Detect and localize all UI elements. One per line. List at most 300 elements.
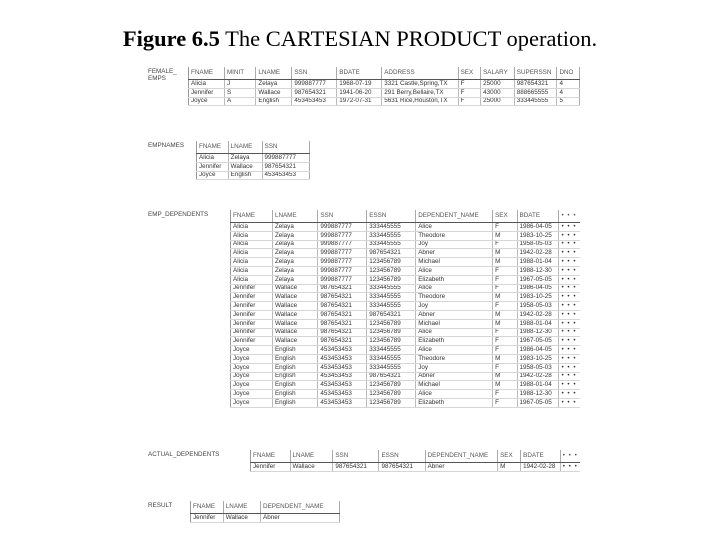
cell-lname: Wallace [272,328,317,337]
cell-essn: 123456789 [367,328,416,337]
cell-ssn: 987654321 [318,284,367,293]
cell-essn: 987654321 [367,310,416,319]
column-header-dependent-name: DEPENDENT_NAME [425,450,497,463]
cell-lname: Wallace [290,463,333,472]
cell-essn: 333445555 [367,363,416,372]
cell-lname: Zelaya [228,154,262,163]
cell-more: • • • [559,231,580,240]
column-header-bdate: BDATE [521,450,561,463]
cell-bdate: 1967-05-05 [517,337,559,346]
cell-ssn: 987654321 [318,319,367,328]
cell-ssn: 987654321 [318,293,367,302]
cell-dependent-name: Abner [261,514,340,523]
cell-fname: Joyce [231,372,273,381]
cell-ssn: 999887777 [318,275,367,284]
cell-fname: Alicia [231,275,273,284]
cell-lname: English [272,372,317,381]
column-header-fname: FNAME [189,67,225,80]
cell-bdate: 1988-12-30 [517,390,559,399]
cell-more: • • • [559,363,580,372]
cell-lname: Wallace [272,293,317,302]
cell-bdate: 1983-10-25 [517,231,559,240]
header-row [189,67,580,80]
cell-ssn: 987654321 [318,328,367,337]
column-header-sex: SEX [458,67,480,80]
cell-lname: Zelaya [272,223,317,232]
cell-fname: Jennifer [191,514,224,523]
cell-more: • • • [559,328,580,337]
column-header-address: ADDRESS [382,67,458,80]
table-row [231,231,581,240]
column-header-more: • • • [559,210,580,223]
cell-essn: 987654321 [367,372,416,381]
cell-ssn: 999887777 [318,266,367,275]
column-header-salary: SALARY [481,67,515,80]
cell-fname: Joyce [231,363,273,372]
cell-sex: F [493,302,517,311]
cell-lname: Wallace [272,302,317,311]
cell-dno: 5 [557,97,580,106]
cell-sex: M [498,463,521,472]
column-header-superssn: SUPERSSN [514,67,557,80]
cell-lname: Zelaya [272,266,317,275]
cell-dependent-name: Theodore [416,354,493,363]
column-header-minit: MINIT [224,67,255,80]
cell-lname: Wallace [256,88,292,97]
cell-dependent-name: Theodore [416,231,493,240]
cell-bdate: 1988-01-04 [517,381,559,390]
cell-fname: Alicia [231,223,273,232]
cell-lname: Wallace [223,514,260,523]
cell-superssn: 987654321 [514,80,557,89]
relation-label: EMP_DEPENDENTS [148,211,209,218]
cell-ssn: 453453453 [318,372,367,381]
cell-essn: 333445555 [367,240,416,249]
cell-fname: Jennifer [197,162,229,171]
cell-more: • • • [559,390,580,399]
cell-dno: 4 [557,88,580,97]
cell-dependent-name: Alice [416,284,493,293]
cell-more: • • • [559,302,580,311]
cell-lname: English [256,97,292,106]
cell-bdate: 1988-01-04 [517,258,559,267]
cell-ssn: 987654321 [318,337,367,346]
column-header-bdate: BDATE [517,210,559,223]
cell-essn: 123456789 [367,266,416,275]
cell-bdate: 1986-04-05 [517,223,559,232]
table-row [191,514,340,523]
cell-lname: English [272,354,317,363]
header-row [251,450,581,463]
column-header-fname: FNAME [191,501,224,514]
cell-sex: F [493,240,517,249]
cell-essn: 333445555 [367,223,416,232]
cell-more: • • • [559,337,580,346]
cell-bdate: 1958-05-03 [517,363,559,372]
cell-sex: M [493,249,517,258]
column-header-lname: LNAME [272,210,317,223]
table-row [197,171,310,180]
cell-ssn: 999887777 [318,258,367,267]
table-row [231,249,581,258]
cell-salary: 25000 [481,80,515,89]
table-row [231,337,581,346]
cell-bdate: 1972-07-31 [337,97,382,106]
cell-fname: Jennifer [231,284,273,293]
cell-essn: 123456789 [367,319,416,328]
cell-dependent-name: Abner [416,372,493,381]
cell-bdate: 1958-05-03 [517,302,559,311]
relation-label: FEMALE_ EMPS [148,68,177,82]
cell-dependent-name: Michael [416,319,493,328]
cell-fname: Alicia [231,258,273,267]
relation-table [188,67,580,106]
cell-bdate: 1983-10-25 [517,293,559,302]
cell-essn: 123456789 [367,390,416,399]
column-header-fname: FNAME [231,210,273,223]
cell-bdate: 1983-10-25 [517,354,559,363]
cell-ssn: 987654321 [318,310,367,319]
table-row [231,372,581,381]
cell-lname: English [272,398,317,407]
column-header-essn: ESSN [367,210,416,223]
cell-more: • • • [559,223,580,232]
cell-superssn: 888665555 [514,88,557,97]
table-row [231,390,581,399]
cell-bdate: 1988-12-30 [517,266,559,275]
cell-essn: 123456789 [367,275,416,284]
cell-dependent-name: Alice [416,328,493,337]
cell-sex: M [493,310,517,319]
cell-more: • • • [559,319,580,328]
cell-ssn: 453453453 [262,171,309,180]
cell-dependent-name: Elizabeth [416,337,493,346]
cell-bdate: 1941-06-20 [337,88,382,97]
cell-more: • • • [559,381,580,390]
cell-fname: Alicia [197,154,229,163]
table-row [189,80,580,89]
cell-dependent-name: Joy [416,240,493,249]
cell-sex: M [493,381,517,390]
relation-result [148,501,340,527]
column-header-ssn: SSN [318,210,367,223]
cell-ssn: 999887777 [262,154,309,163]
cell-sex: F [493,266,517,275]
cell-fname: Alicia [231,231,273,240]
table-row [231,258,581,267]
cell-sex: F [493,346,517,355]
column-header-dependent-name: DEPENDENT_NAME [416,210,493,223]
cell-lname: Wallace [272,337,317,346]
cell-essn: 333445555 [367,346,416,355]
cell-essn: 123456789 [367,381,416,390]
relation-empnames [148,141,310,181]
cell-lname: Zelaya [272,275,317,284]
cell-dependent-name: Theodore [416,293,493,302]
cell-fname: Joyce [231,346,273,355]
cell-dependent-name: Abner [416,249,493,258]
cell-lname: English [228,171,262,180]
cell-lname: Zelaya [272,258,317,267]
cell-ssn: 453453453 [318,381,367,390]
table-row [231,275,581,284]
header-row [191,501,340,514]
cell-lname: English [272,390,317,399]
table-row [231,293,581,302]
cell-fname: Jennifer [231,293,273,302]
cell-sex: M [493,354,517,363]
cell-fname: Jennifer [189,88,225,97]
relation-actual-dependents [148,450,580,476]
cell-dependent-name: Alice [416,266,493,275]
cell-sex: M [493,319,517,328]
cell-address: 3321 Castle,Spring,TX [382,80,458,89]
cell-essn: 123456789 [367,337,416,346]
cell-ssn: 987654321 [333,463,379,472]
cell-sex: F [493,363,517,372]
header-row [231,210,581,223]
cell-lname: English [272,346,317,355]
cell-lname: Wallace [272,284,317,293]
relation-label: ACTUAL_DEPENDENTS [148,451,220,458]
cell-more: • • • [559,346,580,355]
cell-fname: Jennifer [231,337,273,346]
cell-bdate: 1986-04-05 [517,346,559,355]
cell-minit: J [224,80,255,89]
cell-ssn: 453453453 [318,354,367,363]
cell-ssn: 999887777 [318,223,367,232]
cell-ssn: 999887777 [318,231,367,240]
cell-bdate: 1986-04-05 [517,284,559,293]
cell-lname: Zelaya [256,80,292,89]
table-row [189,88,580,97]
cell-sex: F [458,80,480,89]
table-row [231,223,581,232]
cell-essn: 123456789 [367,398,416,407]
column-header-ssn: SSN [262,141,309,154]
cell-bdate: 1967-05-05 [517,275,559,284]
table-row [231,346,581,355]
cell-ssn: 453453453 [318,390,367,399]
cell-fname: Jennifer [231,319,273,328]
table-row [231,266,581,275]
figure-number: Figure 6.5 [122,26,220,51]
cell-ssn: 987654321 [318,302,367,311]
relation-table [190,501,340,523]
relation-table [196,141,310,180]
cell-bdate: 1942-02-28 [521,463,561,472]
cell-bdate: 1967-05-05 [517,398,559,407]
column-header-fname: FNAME [251,450,291,463]
cell-sex: F [458,97,480,106]
cell-more: • • • [560,463,580,472]
cell-more: • • • [559,293,580,302]
cell-fname: Jennifer [231,328,273,337]
table-row [197,162,310,171]
cell-sex: F [493,398,517,407]
cell-sex: M [493,258,517,267]
cell-dno: 4 [557,80,580,89]
column-header-sex: SEX [493,210,517,223]
column-header-bdate: BDATE [337,67,382,80]
cell-ssn: 999887777 [318,240,367,249]
cell-essn: 333445555 [367,302,416,311]
cell-essn: 123456789 [367,258,416,267]
cell-salary: 43000 [481,88,515,97]
table-row [189,97,580,106]
column-header-lname: LNAME [228,141,262,154]
cell-dependent-name: Michael [416,381,493,390]
cell-salary: 25000 [481,97,515,106]
cell-bdate: 1988-12-30 [517,328,559,337]
cell-sex: F [493,223,517,232]
table-row [231,240,581,249]
cell-address: 5631 Rice,Houston,TX [382,97,458,106]
column-header-dno: DNO [557,67,580,80]
cell-ssn: 999887777 [292,80,337,89]
cell-bdate: 1958-05-03 [517,240,559,249]
column-header-ssn: SSN [292,67,337,80]
cell-superssn: 333445555 [514,97,557,106]
cell-ssn: 453453453 [318,398,367,407]
cell-dependent-name: Abner [425,463,497,472]
cell-essn: 333445555 [367,354,416,363]
cell-more: • • • [559,266,580,275]
cell-lname: Wallace [228,162,262,171]
cell-dependent-name: Michael [416,258,493,267]
cell-lname: English [272,381,317,390]
cell-lname: Zelaya [272,249,317,258]
cell-fname: Joyce [231,390,273,399]
column-header-more: • • • [560,450,580,463]
cell-bdate: 1988-01-04 [517,319,559,328]
cell-ssn: 987654321 [262,162,309,171]
cell-fname: Jennifer [251,463,291,472]
cell-lname: Zelaya [272,240,317,249]
cell-dependent-name: Alice [416,346,493,355]
cell-dependent-name: Elizabeth [416,275,493,284]
header-row [197,141,310,154]
cell-dependent-name: Abner [416,310,493,319]
relation-table [230,210,580,408]
column-header-lname: LNAME [290,450,333,463]
cell-bdate: 1968-07-19 [337,80,382,89]
cell-sex: M [493,231,517,240]
cell-sex: M [493,372,517,381]
cell-more: • • • [559,240,580,249]
cell-fname: Jennifer [231,310,273,319]
cell-minit: A [224,97,255,106]
cell-dependent-name: Alice [416,390,493,399]
table-row [231,328,581,337]
cell-more: • • • [559,354,580,363]
column-header-dependent-name: DEPENDENT_NAME [261,501,340,514]
cell-lname: English [272,363,317,372]
cell-more: • • • [559,249,580,258]
cell-bdate: 1942-02-28 [517,310,559,319]
table-row [197,154,310,163]
cell-address: 291 Berry,Bellaire,TX [382,88,458,97]
cell-bdate: 1942-02-28 [517,249,559,258]
cell-ssn: 453453453 [318,363,367,372]
table-row [231,284,581,293]
cell-more: • • • [559,258,580,267]
cell-ssn: 999887777 [318,249,367,258]
cell-essn: 333445555 [367,231,416,240]
table-row [231,319,581,328]
cell-sex: F [493,275,517,284]
table-row [231,302,581,311]
column-header-lname: LNAME [256,67,292,80]
relation-table [250,450,580,472]
cell-essn: 333445555 [367,293,416,302]
relation-label: RESULT [148,502,173,509]
cell-ssn: 453453453 [292,97,337,106]
cell-fname: Joyce [189,97,225,106]
table-row [231,398,581,407]
column-header-fname: FNAME [197,141,229,154]
table-row [231,381,581,390]
cell-bdate: 1942-02-28 [517,372,559,381]
cell-essn: 987654321 [379,463,425,472]
column-header-sex: SEX [498,450,521,463]
cell-dependent-name: Joy [416,363,493,372]
cell-sex: F [458,88,480,97]
table-row [231,310,581,319]
cell-lname: Wallace [272,319,317,328]
table-row [251,463,581,472]
column-header-ssn: SSN [333,450,379,463]
cell-fname: Alicia [189,80,225,89]
cell-more: • • • [559,398,580,407]
cell-fname: Alicia [231,266,273,275]
table-row [231,363,581,372]
cell-lname: Zelaya [272,231,317,240]
cell-fname: Joyce [197,171,229,180]
relation-female-emps [148,67,580,113]
cell-sex: F [493,390,517,399]
column-header-essn: ESSN [379,450,425,463]
cell-more: • • • [559,275,580,284]
cell-fname: Alicia [231,249,273,258]
cell-minit: S [224,88,255,97]
cell-sex: F [493,284,517,293]
cell-more: • • • [559,310,580,319]
cell-sex: F [493,337,517,346]
cell-essn: 333445555 [367,284,416,293]
cell-more: • • • [559,372,580,381]
cell-sex: M [493,293,517,302]
cell-fname: Alicia [231,240,273,249]
cell-sex: F [493,328,517,337]
table-row [231,354,581,363]
cell-more: • • • [559,284,580,293]
cell-ssn: 987654321 [292,88,337,97]
cell-fname: Joyce [231,398,273,407]
cell-dependent-name: Elizabeth [416,398,493,407]
cell-fname: Joyce [231,381,273,390]
cell-fname: Jennifer [231,302,273,311]
cell-fname: Joyce [231,354,273,363]
cell-essn: 987654321 [367,249,416,258]
relation-label: EMPNAMES [148,142,185,149]
cell-dependent-name: Alice [416,223,493,232]
cell-dependent-name: Joy [416,302,493,311]
column-header-lname: LNAME [223,501,260,514]
figure-title [0,26,720,52]
cell-ssn: 453453453 [318,346,367,355]
figure-caption: The CARTESIAN PRODUCT operation. [219,26,598,51]
